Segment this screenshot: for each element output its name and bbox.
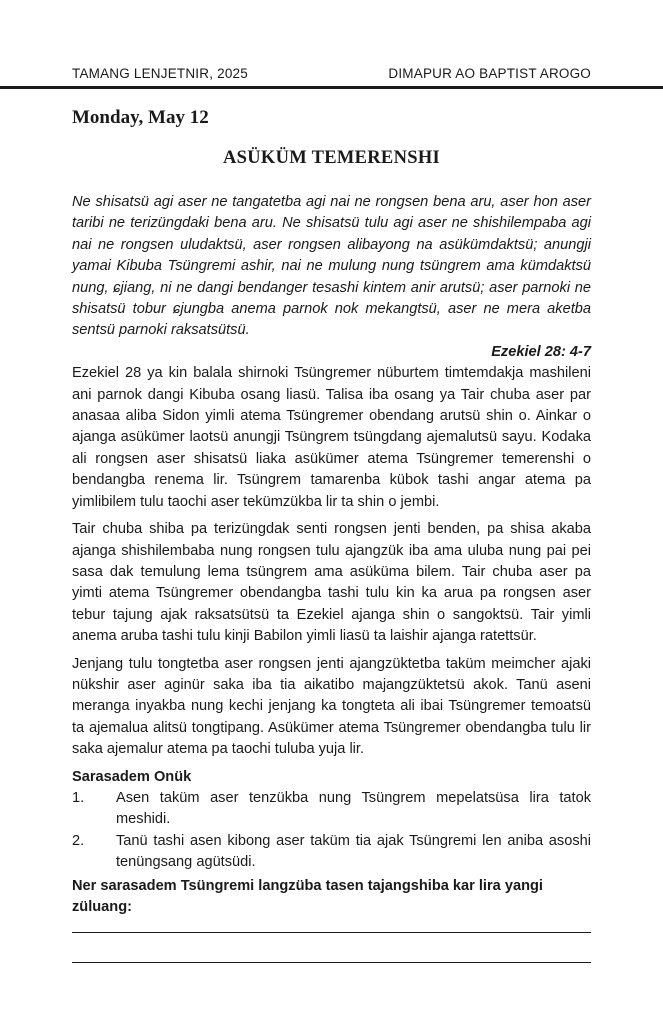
publisher-name: DIMAPUR AO BAPTIST AROGO [388, 66, 591, 81]
writing-line[interactable] [72, 932, 591, 933]
writing-line[interactable] [72, 962, 591, 963]
body-paragraph-3: Jenjang tulu tongtetba aser rongsen jenti ajangzüktetba taküm meimcher ajaki nükshir aser aginür saka iba tia aikatibo majangzüktetsü akok. Tanü aseni meranga inyakba nung kechi jenjang ka tongteta ali ibai Tsüngremer temoatsü ta ajemalua alitsü tongtipang. Asükümer atema Tsüngremer obendangba tulu lir saka ajemalur atema pa taochi tuluba yuja lir. [72, 655, 591, 758]
item-number: 1. [72, 789, 85, 806]
publication-title: TAMANG LENJETNIR, 2025 [72, 66, 248, 81]
devotional-content [72, 192, 591, 918]
scripture-reference: Ezekiel 28: 4-7 [491, 343, 591, 360]
reflection-item [72, 788, 591, 831]
page-date: Monday, May 12 [72, 107, 209, 128]
body-paragraph-1: Ezekiel 28 ya kin balala shirnoki Tsüngremer nüburtem timtemdakja mashileni ani parnok dangi Kibuba osang liasü. Talisa iba osang ya Tair chuba aser par anasaa aliba Sidon yimli atema Tsüngremer obendang arutsü shin o. Ainkar o ajanga asükümer laotsü anungji Tsüngrem tsüngdang ajemalutsü sayu. Kodaka ali rongsen aser shisatsü liaka asükümer atema Tsüngremer temerenshi o bendangba renema lir. Tsüngrem tamarenba kübok tashi angar atema pa yimlibilem tulu taochi aser tekümzükba lir ta shin o jembi. [72, 365, 591, 510]
reflection-heading: Sarasadem Onük [72, 768, 192, 785]
page-title: ASÜKÜM TEMERENSHI [222, 148, 441, 168]
header-rule [0, 86, 663, 89]
scripture-verse: Ne shisatsü agi aser ne tangatetba agi nai ne rongsen bena aru, aser hon aser taribi ne terizüngdaki bena aru. Ne shisatsü tulu agi aser ne shishilempaba agi nai ne rongsen uludaktsü, aser rongsen alibayong na asükümdaktsü; anungji yamai Kibuba Tsüngremi ashir, nai ne mulung nung tsüngrem ama kümdaktsü nung, ɕjiang, ni ne dangi bendanger tesashi kintem anir arutsü; aser parnoki ne shisatsü tobur ɕjungba anema parnok nok mekangtsü, aser ne mera aketba sentsü parnoki raksatsütsü. [72, 194, 591, 339]
reflection-item [72, 831, 591, 874]
item-text: Asen taküm aser tenzükba nung Tsüngrem mepelatsüsa lira tatok meshidi. [116, 789, 591, 828]
prayer-prompt: Ner sarasadem Tsüngremi langzüba tasen tajangshiba kar lira yangi züluang: [72, 877, 543, 915]
body-paragraph-2: Tair chuba shiba pa terizüngdak senti rongsen jenti benden, pa shisa akaba ajanga shishilembaba nung rongsen tulu ajangzük iba ama uluba nung pai pei sasa dak temulung lema tsüngrem ama asüküma bilem. Tair chuba aser pa yimti atema Tsüngremer obendangba tashi tulu kin ka arua pa rongsen aser tebur tajung ajak raksatsütsü ta Ezekiel ajanga shin o sangoktsü. Tair yimli anema aruba tashi tulu kinji Babilon yimli liasü ta laishir ajanga ratettsür. [72, 521, 591, 645]
item-number: 2. [72, 832, 85, 849]
item-text: Tanü tashi asen kibong aser taküm tia ajak Tsüngremi len aniba asoshi tenüngsang agütsüdi. [116, 832, 591, 871]
